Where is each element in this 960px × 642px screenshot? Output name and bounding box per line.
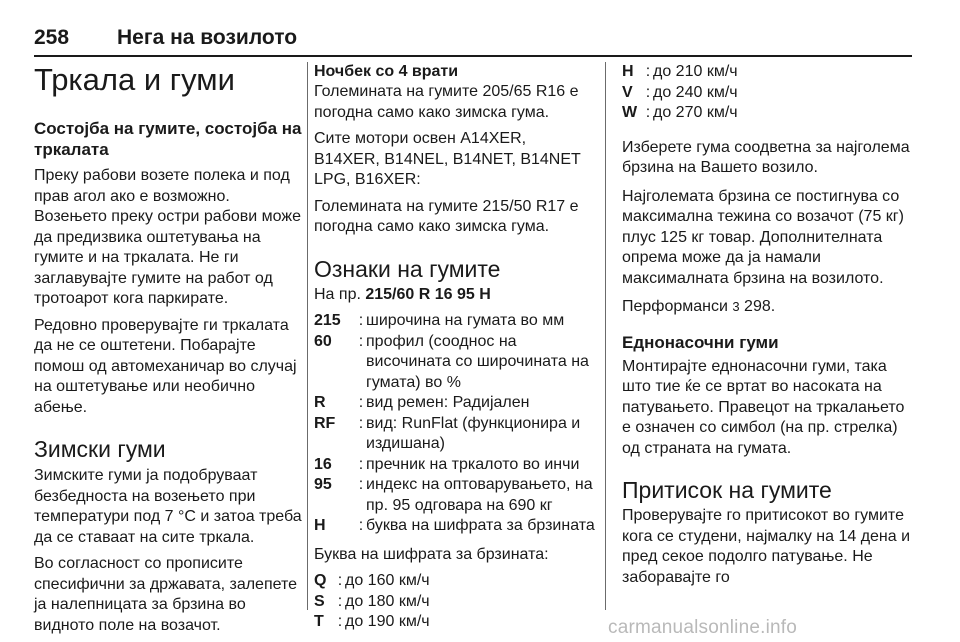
section-title: Тркала и гуми: [34, 62, 235, 97]
speed-row: T : до 190 км/ч: [314, 613, 430, 630]
tyre-pressure-heading: Притисок на гумите: [622, 477, 832, 503]
designation-example: На пр. 215/60 R 16 95 H: [314, 285, 491, 303]
header-divider: [34, 55, 912, 57]
spec-row: RF : вид: RunFlat (функционира и издишана): [314, 414, 581, 452]
designation-spec-list: [314, 311, 596, 537]
column-2: [314, 62, 596, 633]
speed-code-list: [314, 571, 596, 633]
spec-row: 60 : профил (сооднос на височината со широчината на гумата) во %: [314, 332, 589, 391]
tyre-condition-paragraph-1: Преку рабови возете полека и под прав агол ако е возможно. Возењето преку остри рабови може да предизвика оштетувања на гумите и на тркалата. Не ги заглавувајте гумите на работ од тротоарот кога паркирате.: [34, 167, 301, 307]
speed-paragraph-2: Најголемата брзина се постигнува со максимална тежина со возачот (75 кг) плус 125 кг товар. Дополнителната опрема може да ја намали максималната брзина на возилото.: [622, 187, 904, 287]
spec-row: 95 : индекс на оптоварувањето, на пр. 95 одговара на 690 кг: [314, 476, 593, 514]
speed-row: H : до 210 км/ч: [622, 63, 738, 80]
tyre-pressure-paragraph: Проверувајте го притисокот во гумите кога се студени, најмалку на 14 дена и пред секое подолго патување. Не заборавајте го: [622, 507, 911, 586]
speed-paragraph-1: Изберете гума соодветна за најголема брзина на Вашето возило.: [622, 138, 910, 176]
directional-tyres-heading: Еднонасочни гуми: [622, 332, 779, 352]
speed-code-intro: Буква на шифрата за брзината:: [314, 545, 549, 563]
watermark: carmanualsonline.info: [608, 617, 798, 638]
tyre-condition-heading: Состојба на гумите, состојба на тркалата: [34, 119, 302, 159]
page-reference-icon: 3: [732, 299, 740, 314]
column-3: [622, 62, 914, 588]
speed-row: V : до 240 км/ч: [622, 83, 738, 101]
designation-example-code: 215/60 R 16 95 H: [365, 285, 491, 303]
hatchback-paragraph-2: Сите мотори освен A14XER, B14XER, B14NEL, B14NET, B14NET LPG, B16XER:: [314, 130, 581, 188]
page-number: 258: [34, 26, 70, 49]
winter-tyres-paragraph-1: Зимските гуми ја подобруваат безбедноста на возењето при температури под 7 °C и затоа треба да се ставаат на сите тркала.: [34, 467, 302, 546]
performance-reference: Перформанси 3 298.: [622, 297, 914, 318]
chapter-title: Нега на возилото: [117, 26, 298, 49]
speed-row: Q : до 160 км/ч: [314, 572, 430, 589]
hatchback-heading: Ночбек со 4 врати: [314, 63, 459, 80]
hatchback-paragraph-3: Големината на гумите 215/50 R17 е погодна само како зимска гума.: [314, 197, 579, 235]
spec-row: H : буква на шифрата за брзината: [314, 517, 595, 534]
column-divider-1: [307, 62, 308, 610]
directional-tyres-paragraph: Монтирајте еднонасочни гуми, така што тие ќе се вртат во насоката на патувањето. Правецот на тркалањето е означен со симбол (на пр. стрелка) од страната на гумата.: [622, 357, 905, 457]
winter-tyres-heading: Зимски гуми: [34, 436, 166, 462]
tyre-designations-heading: Ознаки на гумите: [314, 255, 501, 282]
column-divider-2: [605, 62, 606, 610]
speed-row: S : до 180 км/ч: [314, 592, 430, 610]
spec-row: R : вид ремен: Радијален: [314, 394, 530, 411]
page-header: [34, 26, 914, 58]
winter-tyres-paragraph-2: Во согласност со прописите спесифични за државата, залепете ја налепницата за брзина во видното поле на возачот.: [34, 555, 298, 634]
speed-code-list-continued: [622, 62, 914, 124]
speed-row: W : до 270 км/ч: [622, 104, 738, 121]
spec-row: 215 : широчина на гумата во мм: [314, 312, 565, 329]
column-1: [34, 62, 302, 636]
hatchback-paragraph-1: Големината на гумите 205/65 R16 е погодна само како зимска гума.: [314, 83, 579, 121]
spec-row: 16 : пречник на тркалото во инчи: [314, 455, 580, 473]
tyre-condition-paragraph-2: Редовно проверувајте ги тркалата да не се оштетени. Побарајте помош од автомеханичар во случај на оштетување или необично абење.: [34, 316, 297, 416]
